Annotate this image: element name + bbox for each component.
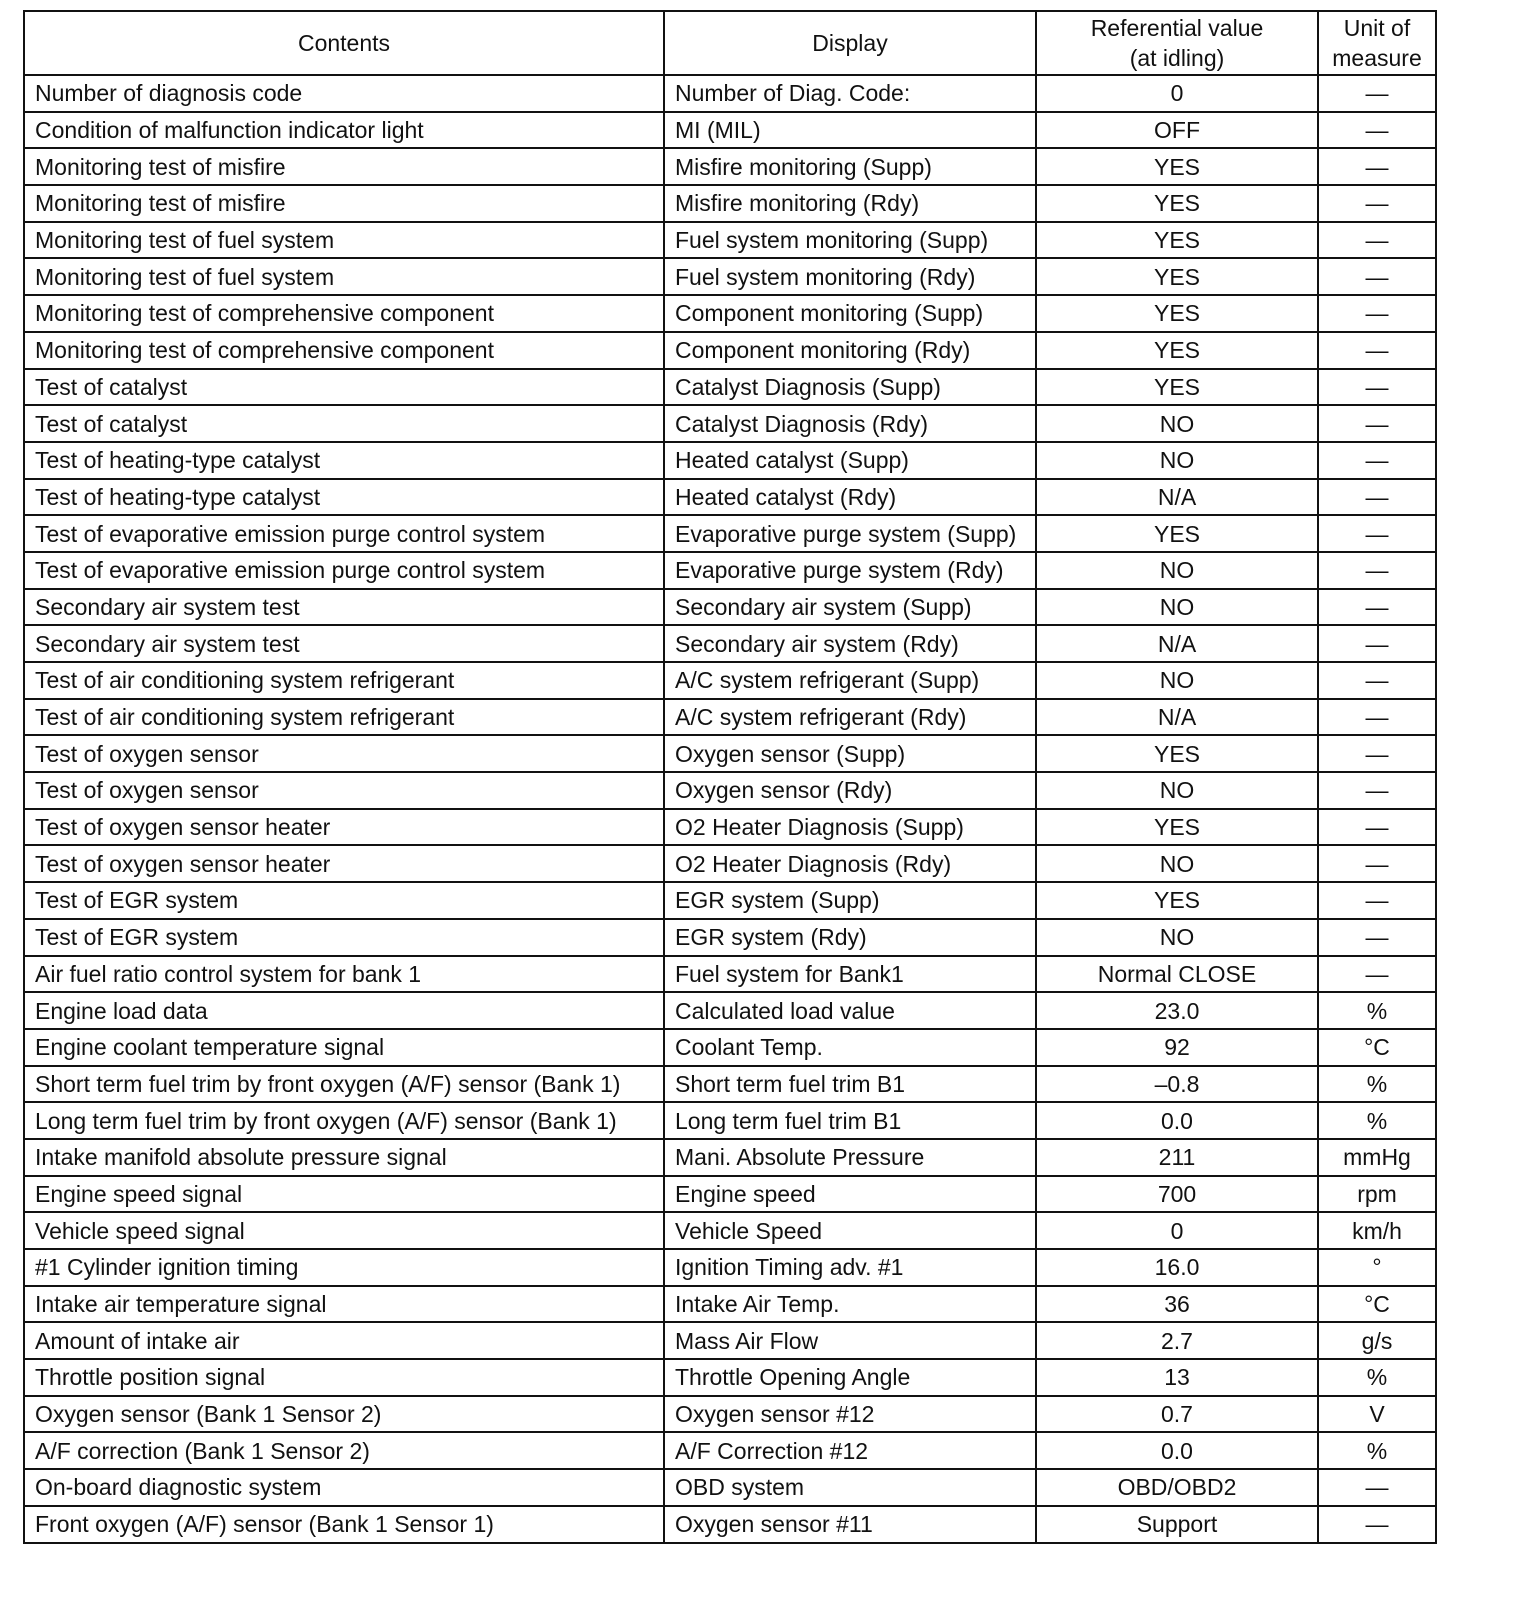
cell-contents: Intake manifold absolute pressure signal (24, 1139, 664, 1176)
table-body (24, 75, 1436, 1543)
cell-display: A/C system refrigerant (Rdy) (664, 699, 1036, 736)
cell-referential-value: NO (1036, 662, 1318, 699)
cell-referential-value: N/A (1036, 699, 1318, 736)
cell-referential-value: YES (1036, 258, 1318, 295)
header-unit-line2: measure (1332, 45, 1422, 71)
cell-referential-value: 0.7 (1036, 1396, 1318, 1433)
header-unit (1318, 11, 1436, 75)
cell-referential-value: 92 (1036, 1029, 1318, 1066)
cell-contents: Engine load data (24, 992, 664, 1029)
table-row (24, 1066, 1436, 1103)
cell-contents: Front oxygen (A/F) sensor (Bank 1 Sensor 1) (24, 1506, 664, 1543)
cell-contents: Test of oxygen sensor heater (24, 809, 664, 846)
cell-contents: Test of oxygen sensor (24, 772, 664, 809)
cell-contents: Air fuel ratio control system for bank 1 (24, 956, 664, 993)
cell-contents: Test of heating-type catalyst (24, 479, 664, 516)
cell-contents: #1 Cylinder ignition timing (24, 1249, 664, 1286)
cell-contents: Secondary air system test (24, 625, 664, 662)
cell-contents: Test of air conditioning system refrigerant (24, 699, 664, 736)
table-row (24, 919, 1436, 956)
table-row (24, 1139, 1436, 1176)
cell-display: EGR system (Rdy) (664, 919, 1036, 956)
cell-referential-value: YES (1036, 882, 1318, 919)
cell-display: Vehicle Speed (664, 1212, 1036, 1249)
table-row (24, 662, 1436, 699)
cell-display: Misfire monitoring (Supp) (664, 148, 1036, 185)
cell-unit: — (1318, 258, 1436, 295)
cell-referential-value: –0.8 (1036, 1066, 1318, 1103)
cell-contents: Throttle position signal (24, 1359, 664, 1396)
cell-unit: — (1318, 699, 1436, 736)
table-row (24, 699, 1436, 736)
cell-display: Secondary air system (Rdy) (664, 625, 1036, 662)
cell-unit: — (1318, 589, 1436, 626)
table-row (24, 845, 1436, 882)
cell-contents: Monitoring test of misfire (24, 185, 664, 222)
table-row (24, 442, 1436, 479)
cell-referential-value: N/A (1036, 479, 1318, 516)
header-referential-line2: (at idling) (1129, 45, 1225, 71)
table-row (24, 1396, 1436, 1433)
cell-display: Heated catalyst (Supp) (664, 442, 1036, 479)
cell-referential-value: 36 (1036, 1286, 1318, 1323)
cell-referential-value: YES (1036, 148, 1318, 185)
cell-contents: Short term fuel trim by front oxygen (A/F) sensor (Bank 1) (24, 1066, 664, 1103)
cell-unit: rpm (1318, 1176, 1436, 1213)
cell-unit: — (1318, 75, 1436, 112)
cell-referential-value: YES (1036, 332, 1318, 369)
cell-contents: A/F correction (Bank 1 Sensor 2) (24, 1432, 664, 1469)
cell-display: Oxygen sensor (Supp) (664, 735, 1036, 772)
cell-contents: Long term fuel trim by front oxygen (A/F) sensor (Bank 1) (24, 1102, 664, 1139)
header-display-label: Display (812, 30, 888, 56)
table-row (24, 1506, 1436, 1543)
cell-referential-value: YES (1036, 515, 1318, 552)
table-row (24, 1286, 1436, 1323)
cell-unit: — (1318, 919, 1436, 956)
cell-unit: — (1318, 552, 1436, 589)
cell-display: Engine speed (664, 1176, 1036, 1213)
cell-referential-value: YES (1036, 369, 1318, 406)
table-row (24, 1469, 1436, 1506)
table-row (24, 809, 1436, 846)
cell-unit: % (1318, 1066, 1436, 1103)
cell-display: Long term fuel trim B1 (664, 1102, 1036, 1139)
table-row (24, 1249, 1436, 1286)
cell-contents: Test of heating-type catalyst (24, 442, 664, 479)
cell-unit: — (1318, 112, 1436, 149)
cell-unit: — (1318, 515, 1436, 552)
cell-contents: Monitoring test of comprehensive component (24, 295, 664, 332)
cell-contents: Secondary air system test (24, 589, 664, 626)
cell-display: Short term fuel trim B1 (664, 1066, 1036, 1103)
cell-referential-value: NO (1036, 919, 1318, 956)
cell-display: Fuel system monitoring (Rdy) (664, 258, 1036, 295)
cell-contents: Monitoring test of fuel system (24, 222, 664, 259)
cell-referential-value: 16.0 (1036, 1249, 1318, 1286)
cell-display: Coolant Temp. (664, 1029, 1036, 1066)
cell-unit: — (1318, 845, 1436, 882)
cell-contents: Number of diagnosis code (24, 75, 664, 112)
table-row (24, 515, 1436, 552)
cell-display: EGR system (Supp) (664, 882, 1036, 919)
table-row (24, 992, 1436, 1029)
cell-unit: ° (1318, 1249, 1436, 1286)
cell-referential-value: NO (1036, 552, 1318, 589)
cell-display: Mass Air Flow (664, 1322, 1036, 1359)
cell-unit: °C (1318, 1029, 1436, 1066)
cell-unit: % (1318, 1359, 1436, 1396)
cell-referential-value: 0.0 (1036, 1432, 1318, 1469)
table-row (24, 625, 1436, 662)
cell-display: Component monitoring (Supp) (664, 295, 1036, 332)
cell-unit: % (1318, 1102, 1436, 1139)
cell-contents: Test of air conditioning system refrigerant (24, 662, 664, 699)
cell-display: Intake Air Temp. (664, 1286, 1036, 1323)
cell-display: OBD system (664, 1469, 1036, 1506)
cell-referential-value: NO (1036, 442, 1318, 479)
table-row (24, 552, 1436, 589)
cell-unit: — (1318, 222, 1436, 259)
table-row (24, 1176, 1436, 1213)
cell-display: MI (MIL) (664, 112, 1036, 149)
table-row (24, 185, 1436, 222)
cell-display: Evaporative purge system (Rdy) (664, 552, 1036, 589)
cell-display: Throttle Opening Angle (664, 1359, 1036, 1396)
cell-referential-value: 13 (1036, 1359, 1318, 1396)
cell-unit: V (1318, 1396, 1436, 1433)
table-row (24, 222, 1436, 259)
cell-referential-value: OFF (1036, 112, 1318, 149)
cell-referential-value: YES (1036, 222, 1318, 259)
cell-display: A/F Correction #12 (664, 1432, 1036, 1469)
cell-display: Mani. Absolute Pressure (664, 1139, 1036, 1176)
cell-contents: Test of oxygen sensor (24, 735, 664, 772)
cell-referential-value: Support (1036, 1506, 1318, 1543)
header-row (24, 11, 1436, 75)
cell-display: Oxygen sensor #12 (664, 1396, 1036, 1433)
header-referential-line1: Referential value (1090, 15, 1264, 41)
cell-unit: g/s (1318, 1322, 1436, 1359)
header-contents (24, 11, 664, 75)
header-contents-label: Contents (297, 30, 391, 56)
table-row (24, 956, 1436, 993)
cell-display: Oxygen sensor (Rdy) (664, 772, 1036, 809)
table-row (24, 112, 1436, 149)
cell-contents: Monitoring test of misfire (24, 148, 664, 185)
table-row (24, 1432, 1436, 1469)
table-row (24, 1102, 1436, 1139)
cell-unit: — (1318, 1506, 1436, 1543)
table-row (24, 258, 1436, 295)
cell-unit: — (1318, 295, 1436, 332)
table-row (24, 405, 1436, 442)
cell-referential-value: NO (1036, 405, 1318, 442)
cell-contents: Test of EGR system (24, 882, 664, 919)
table-row (24, 1359, 1436, 1396)
cell-display: Heated catalyst (Rdy) (664, 479, 1036, 516)
cell-display: O2 Heater Diagnosis (Supp) (664, 809, 1036, 846)
cell-unit: — (1318, 882, 1436, 919)
cell-display: Catalyst Diagnosis (Rdy) (664, 405, 1036, 442)
cell-display: O2 Heater Diagnosis (Rdy) (664, 845, 1036, 882)
cell-referential-value: YES (1036, 809, 1318, 846)
cell-unit: — (1318, 369, 1436, 406)
cell-contents: Test of evaporative emission purge control system (24, 552, 664, 589)
table-row (24, 589, 1436, 626)
cell-unit: — (1318, 479, 1436, 516)
cell-referential-value: YES (1036, 295, 1318, 332)
cell-unit: mmHg (1318, 1139, 1436, 1176)
header-display (664, 11, 1036, 75)
table-row (24, 479, 1436, 516)
cell-display: Catalyst Diagnosis (Supp) (664, 369, 1036, 406)
table-row (24, 772, 1436, 809)
cell-unit: % (1318, 1432, 1436, 1469)
cell-referential-value: NO (1036, 589, 1318, 626)
cell-contents: Test of catalyst (24, 405, 664, 442)
cell-contents: Monitoring test of comprehensive component (24, 332, 664, 369)
table-row (24, 369, 1436, 406)
cell-contents: Engine speed signal (24, 1176, 664, 1213)
cell-referential-value: Normal CLOSE (1036, 956, 1318, 993)
cell-contents: Intake air temperature signal (24, 1286, 664, 1323)
cell-referential-value: 0.0 (1036, 1102, 1318, 1139)
cell-contents: Vehicle speed signal (24, 1212, 664, 1249)
cell-referential-value: OBD/OBD2 (1036, 1469, 1318, 1506)
cell-unit: — (1318, 405, 1436, 442)
cell-contents: Test of EGR system (24, 919, 664, 956)
cell-display: Number of Diag. Code: (664, 75, 1036, 112)
cell-contents: Amount of intake air (24, 1322, 664, 1359)
cell-display: Ignition Timing adv. #1 (664, 1249, 1036, 1286)
cell-unit: — (1318, 735, 1436, 772)
cell-unit: % (1318, 992, 1436, 1029)
cell-referential-value: 0 (1036, 1212, 1318, 1249)
table-row (24, 148, 1436, 185)
cell-unit: — (1318, 772, 1436, 809)
cell-display: Secondary air system (Supp) (664, 589, 1036, 626)
cell-contents: Monitoring test of fuel system (24, 258, 664, 295)
cell-unit: — (1318, 442, 1436, 479)
table-row (24, 295, 1436, 332)
cell-display: Component monitoring (Rdy) (664, 332, 1036, 369)
table-row (24, 1029, 1436, 1066)
cell-referential-value: N/A (1036, 625, 1318, 662)
cell-contents: Engine coolant temperature signal (24, 1029, 664, 1066)
cell-unit: — (1318, 185, 1436, 222)
cell-referential-value: 211 (1036, 1139, 1318, 1176)
cell-display: Fuel system for Bank1 (664, 956, 1036, 993)
table-row (24, 735, 1436, 772)
cell-contents: Oxygen sensor (Bank 1 Sensor 2) (24, 1396, 664, 1433)
table-row (24, 332, 1436, 369)
cell-referential-value: 700 (1036, 1176, 1318, 1213)
cell-unit: °C (1318, 1286, 1436, 1323)
cell-display: Misfire monitoring (Rdy) (664, 185, 1036, 222)
cell-referential-value: 23.0 (1036, 992, 1318, 1029)
cell-contents: Test of oxygen sensor heater (24, 845, 664, 882)
table-row (24, 75, 1436, 112)
cell-unit: — (1318, 1469, 1436, 1506)
table-row (24, 1212, 1436, 1249)
header-referential-value (1036, 11, 1318, 75)
table-row (24, 882, 1436, 919)
cell-display: A/C system refrigerant (Supp) (664, 662, 1036, 699)
cell-display: Calculated load value (664, 992, 1036, 1029)
cell-display: Evaporative purge system (Supp) (664, 515, 1036, 552)
cell-contents: Test of evaporative emission purge control system (24, 515, 664, 552)
cell-referential-value: 0 (1036, 75, 1318, 112)
cell-display: Fuel system monitoring (Supp) (664, 222, 1036, 259)
cell-unit: — (1318, 148, 1436, 185)
cell-contents: On-board diagnostic system (24, 1469, 664, 1506)
cell-unit: — (1318, 662, 1436, 699)
cell-referential-value: YES (1036, 185, 1318, 222)
cell-referential-value: NO (1036, 845, 1318, 882)
cell-referential-value: YES (1036, 735, 1318, 772)
cell-unit: — (1318, 956, 1436, 993)
cell-display: Oxygen sensor #11 (664, 1506, 1036, 1543)
cell-referential-value: 2.7 (1036, 1322, 1318, 1359)
cell-unit: — (1318, 809, 1436, 846)
cell-unit: — (1318, 625, 1436, 662)
diagnostic-data-table (23, 10, 1437, 1544)
cell-referential-value: NO (1036, 772, 1318, 809)
cell-unit: km/h (1318, 1212, 1436, 1249)
cell-unit: — (1318, 332, 1436, 369)
header-unit-line1: Unit of (1343, 15, 1411, 41)
table-row (24, 1322, 1436, 1359)
cell-contents: Test of catalyst (24, 369, 664, 406)
cell-contents: Condition of malfunction indicator light (24, 112, 664, 149)
